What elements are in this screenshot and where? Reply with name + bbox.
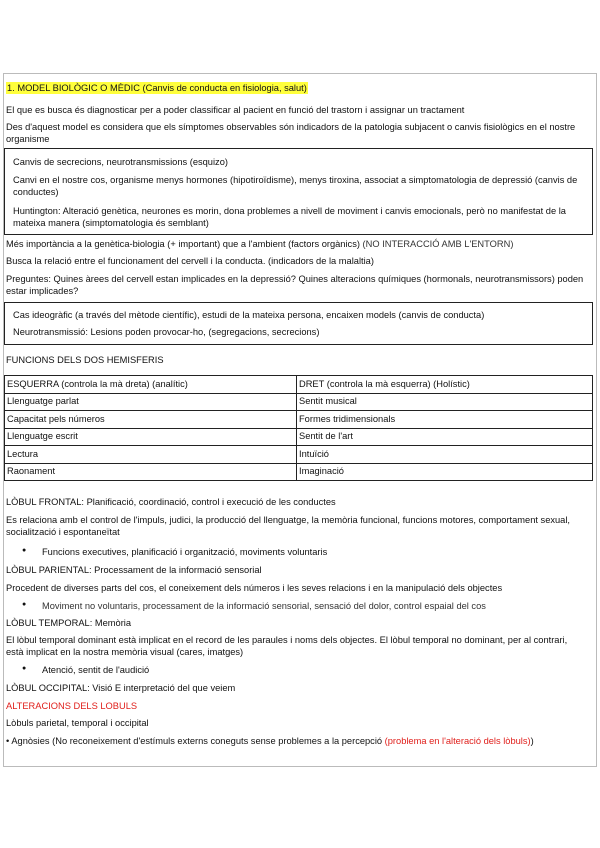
paragraph: Des d'aquest model es considera que els símptomes observables són indicadors de la patologia subjacent o canvis fisiològics en el nostre organisme	[6, 122, 576, 144]
box-line: Canvi en el nostre cos, organisme menys hormones (hipotiroïdisme), menys tiroxina, associat a simptomatologia de depressió (canvis de conductes)	[13, 175, 578, 197]
box-line: Neurotransmissió: Lesions poden provocar-ho, (segregacions, secrecions)	[13, 327, 320, 337]
table-row	[5, 411, 593, 429]
table-row	[5, 463, 593, 481]
table-cell: Sentit musical	[297, 393, 593, 411]
paragraph: Busca la relació entre el funcionament del cervell i la conducta. (indicadors de la malaltia)	[6, 256, 374, 266]
heading-occipital-lobe: LÒBUL OCCIPITAL: Visió E interpretació del que veiem	[6, 683, 236, 693]
hemispheres-table	[4, 375, 593, 481]
list-item: Atenció, sentit de l'audició	[42, 665, 150, 675]
list-item: Funcions executives, planificació i organització, moviments voluntaris	[42, 547, 328, 557]
paragraph-questions: Preguntes: Quines àrees del cervell estan implicades en la depressió? Quines alteracions químiques (hormonals, neurotransmissors) poden estar implicades?	[6, 274, 584, 296]
paragraph: El que es busca és diagnosticar per a poder classificar al pacient en funció del trastorn i assignar un tractament	[6, 105, 465, 115]
table-cell: Imaginació	[297, 463, 593, 481]
table-cell: Intuïció	[297, 446, 593, 464]
agnosia-text: • Agnòsies (No reconeixement d'estímuls externs coneguts sense problemes a la percepció	[6, 736, 385, 746]
paragraph: Procedent de diverses parts del cos, el coneixement dels números i les seves relacions i en la manipulació dels objectes	[6, 583, 503, 593]
heading-frontal-lobe: LÒBUL FRONTAL: Planificació, coordinació, control i execució de les conductes	[6, 497, 336, 507]
box-line: Huntington: Alteració genètica, neurones es morin, dona problemes a nivell de moviment i canvis emocionals, però no manifestat de la mateixa manera (simptomatologia és semblant)	[13, 206, 566, 228]
column-header-left: ESQUERRA (controla la mà dreta) (analític)	[5, 376, 297, 394]
heading-lobe-alterations: ALTERACIONS DELS LOBULS	[6, 701, 138, 711]
table-row	[5, 446, 593, 464]
bullet-icon: ●	[22, 665, 27, 672]
no-interaction-note: (NO INTERACCIÓ AMB L'ENTORN)	[362, 239, 514, 249]
paragraph: Lòbuls parietal, temporal i occipital	[6, 718, 149, 728]
heading-text: 1. MODEL BIOLÒGIC O MÈDIC (Canvis de conducta en fisiologia, salut)	[7, 83, 307, 93]
agnosia-note: (problema en l'alteració dels lòbuls)	[384, 736, 531, 746]
section-heading-medical-model	[6, 82, 308, 94]
agnosia-close: )	[530, 736, 534, 746]
table-row	[5, 393, 593, 411]
examples-box	[4, 148, 593, 235]
paragraph: Es relaciona amb el control de l'impuls, judici, la producció del llenguatge, la memòria funcional, funcions motores, comportament sexual, socialització i espontaneïtat	[6, 515, 571, 537]
table-cell: Llenguatge escrit	[5, 428, 297, 446]
table-cell: Lectura	[5, 446, 297, 464]
case-box	[4, 302, 593, 345]
table-cell: Raonament	[5, 463, 297, 481]
table-row	[5, 428, 593, 446]
section-heading-hemispheres: FUNCIONS DELS DOS HEMISFERIS	[6, 355, 164, 365]
table-cell: Capacitat pels números	[5, 411, 297, 429]
box-line: Canvis de secrecions, neurotransmissions (esquizo)	[13, 157, 228, 167]
table-cell: Sentit de l'art	[297, 428, 593, 446]
table-cell: Formes tridimensionals	[297, 411, 593, 429]
genetics-text: Més importància a la genètica-biologia (+ important) que a l'ambient (factors orgànics)	[6, 239, 363, 249]
box-line: Cas ideogràfic (a través del mètode científic), estudi de la mateixa persona, encaixen models (canvis de conducta)	[13, 310, 485, 320]
heading-parietal-lobe: LÒBUL PARIENTAL: Processament de la informació sensorial	[6, 565, 262, 575]
table-header-row	[5, 376, 593, 394]
heading-temporal-lobe: LÒBUL TEMPORAL: Memòria	[6, 618, 132, 628]
list-item: Moviment no voluntaris, processament de la informació sensorial, sensació del dolor, control espaial del cos	[42, 601, 486, 611]
bullet-icon: ●	[22, 547, 27, 554]
paragraph-genetics	[6, 238, 513, 250]
table-cell: Llenguatge parlat	[5, 393, 297, 411]
paragraph-agnosias	[6, 735, 586, 747]
paragraph: El lòbul temporal dominant està implicat en el record de les paraules i noms dels objectes. El lòbul temporal no dominant, per al contrari, està implicat en la nostra memòria visual (cares, imatges)	[6, 635, 568, 657]
column-header-right: DRET (controla la mà esquerra) (Holístic)	[297, 376, 593, 394]
bullet-icon: ●	[22, 601, 27, 608]
